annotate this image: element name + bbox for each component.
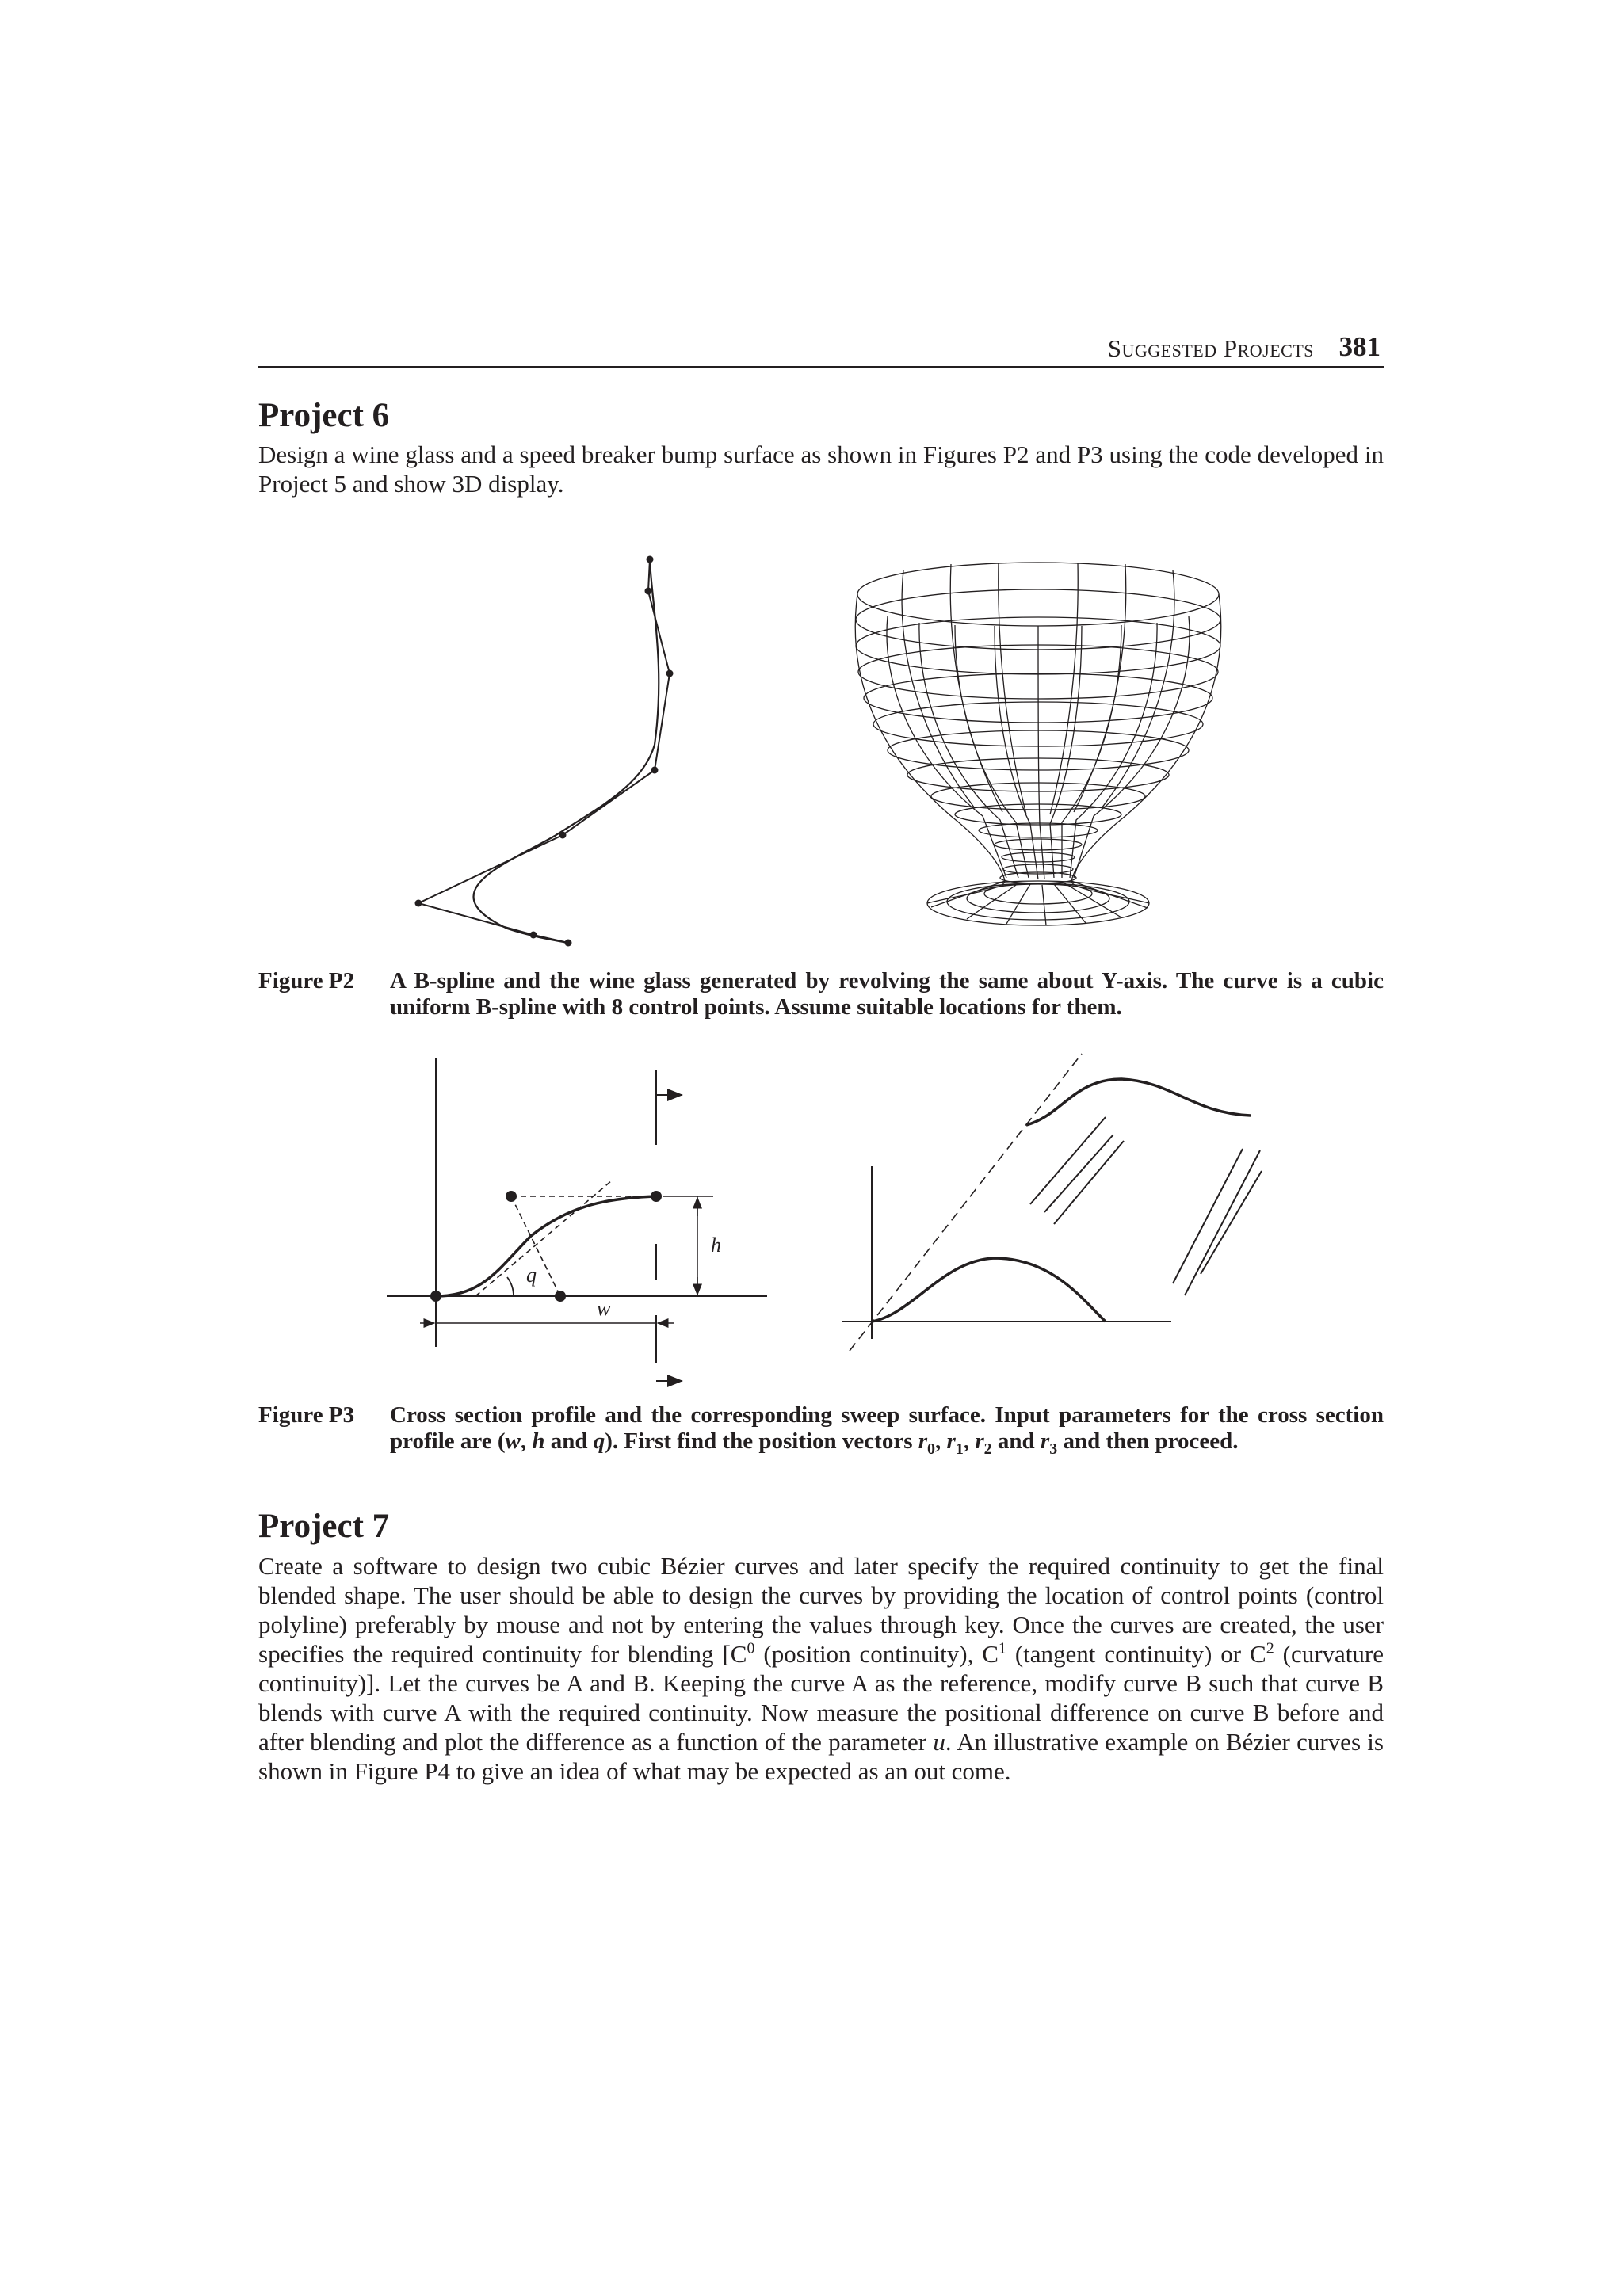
figure-p3-caption [258, 1402, 1384, 1458]
control-points [415, 556, 674, 947]
project7-paragraph: Create a software to design two cubic Bézier curves and later specify the required continuity to get the final blended shape. The user should be able to design the curves by providing the location of control points (control polyline) preferably by mouse and not by entering the values through key. Once the curves are created, the user specifies the required continuity for blending [$C^0$ (position continuity), $C^1$ (tangent continuity) or $C^2$ (curvature continuity)]. Let the curves be A and B. Keeping the curve A as the reference, modify curve B such that curve B blends with curve A with the required continuity. Now measure the positional difference on curve B before and after blending and plot the difference as a function of the parameter u. An illustrative example on Bézier curves is shown in Figure P4 to give an idea of what may be expected as an out come. [258, 1552, 1384, 1785]
control-polygon [418, 559, 670, 943]
control-point-r0 [430, 1291, 441, 1302]
control-point [647, 556, 654, 563]
angle-q-label: q [526, 1264, 537, 1287]
figure-p2-label: Figure P2 [258, 968, 355, 994]
control-point-r3 [651, 1191, 662, 1202]
glass-silhouette-right [1071, 594, 1221, 903]
page-number: 381 [1338, 331, 1381, 362]
angle-arc [507, 1277, 514, 1296]
control-point [651, 767, 659, 774]
control-point [530, 932, 537, 939]
sweep-surface-figure [832, 1046, 1276, 1394]
glass-base [927, 881, 1149, 925]
running-head [258, 333, 1384, 368]
project6-paragraph: Design a wine glass and a speed breaker bump surface as shown in Figures P2 and P3 using the code developed in Project 5 and show 3D display. [258, 441, 1384, 498]
dimension-w-label: w [597, 1297, 611, 1320]
control-point [645, 588, 652, 595]
profile-curve [436, 1196, 656, 1296]
dimension-h-label: h [711, 1234, 721, 1257]
figure-p3-caption-text: Cross section profile and the corresponding sweep surface. Input parameters for the cross section profile are (w, h and q). First find the position vectors $r_0$, $r_1$, $r_2$ and $r_3$ and then proceed. [390, 1402, 1384, 1458]
base-profile [872, 1258, 1106, 1322]
control-point [415, 900, 422, 907]
project7-heading: Project 7 [258, 1508, 390, 1545]
control-point [565, 940, 572, 947]
figure-p3-label: Figure P3 [258, 1402, 355, 1428]
top-profile [1026, 1079, 1251, 1125]
control-point-r1 [506, 1191, 517, 1202]
figure-p2-caption [258, 968, 1384, 1024]
running-head-title: Suggested Projects [1107, 334, 1314, 362]
control-point [559, 832, 567, 839]
cross-section-profile-figure [380, 1046, 777, 1394]
sweep-direction [850, 1054, 1082, 1351]
project7-body [258, 1551, 1384, 1786]
project6-heading: Project 6 [258, 397, 390, 434]
control-point [666, 670, 674, 677]
bspline-curve [474, 559, 659, 943]
project6-body [258, 440, 1384, 498]
control-point-r2 [555, 1291, 566, 1302]
figure-p2-caption-text: A B-spline and the wine glass generated by revolving the same about Y-axis. The curve is a cubic uniform B-spline with 8 control points. Assume suitable locations for them. [390, 968, 1384, 1020]
glass-rim [857, 563, 1219, 626]
glass-silhouette-left [855, 594, 1005, 903]
wine-glass-figure [840, 555, 1236, 935]
bspline-curve-figure [396, 547, 697, 959]
